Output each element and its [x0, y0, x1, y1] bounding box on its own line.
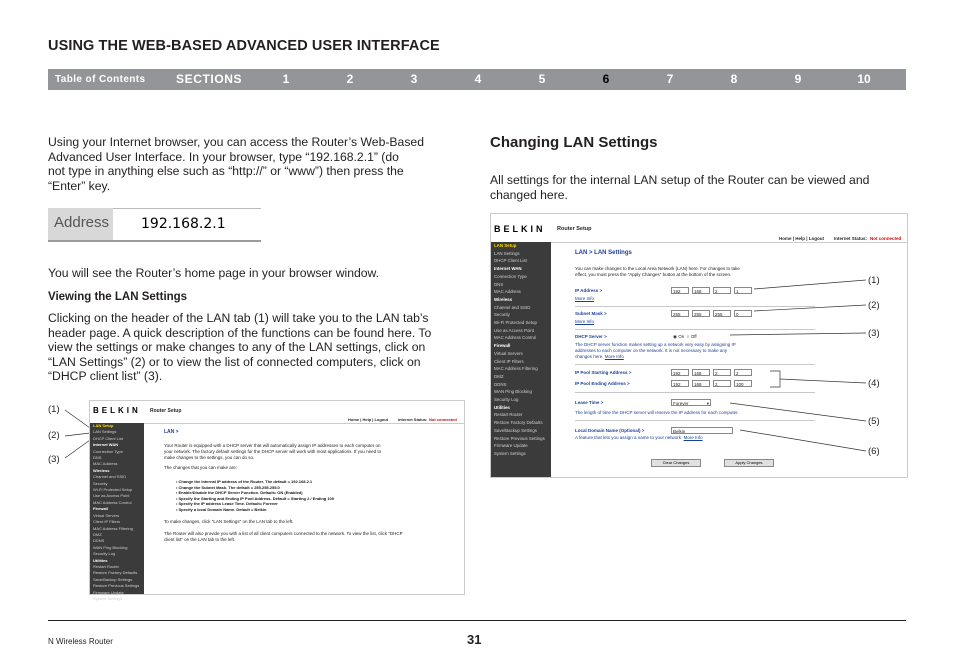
- callout-right-3: (3): [868, 328, 880, 339]
- section-nav-bar: [48, 69, 906, 90]
- sidebar-item[interactable]: Firmware Update: [93, 589, 124, 595]
- sidebar-item[interactable]: Restart Router: [93, 563, 120, 569]
- right-intro-line: All settings for the internal LAN setup of the Router can be viewed and: [490, 173, 870, 187]
- internet-status-label: Internet Status:: [834, 236, 868, 241]
- sidebar-item[interactable]: Connection Type: [494, 273, 527, 279]
- sidebar-item[interactable]: Restore Previous Settings: [93, 583, 140, 589]
- sidebar-item[interactable]: Security: [93, 480, 108, 486]
- table-of-contents-link[interactable]: Table of Contents: [55, 74, 146, 85]
- sidebar-item[interactable]: Wi-Fi Protected Setup: [494, 320, 537, 326]
- list-item: • Change the Internal IP address of the Router. The default = 192.168.2.1: [176, 479, 313, 484]
- subnet-octet-2[interactable]: 255: [692, 310, 710, 317]
- internet-status-label: Internet Status:: [398, 417, 428, 422]
- sidebar-item[interactable]: Channel and SSID: [494, 304, 531, 310]
- address-label: Address: [48, 208, 113, 242]
- pool-start-octet-2[interactable]: 168: [692, 369, 710, 376]
- section-link-10[interactable]: 10: [857, 72, 871, 86]
- sidebar-item[interactable]: Client IP Filters: [494, 358, 524, 364]
- sidebar-item[interactable]: System Settings: [494, 450, 526, 456]
- domain-desc-text: A feature that lets you assign a name to your network.: [575, 435, 683, 440]
- sidebar-item[interactable]: Utilities: [93, 557, 108, 563]
- section-link-3[interactable]: 3: [410, 72, 418, 86]
- lan-desc-line: make changes to the settings, you can do so.: [164, 455, 255, 461]
- footer-divider: [48, 620, 906, 621]
- lease-time-select[interactable]: [671, 399, 711, 406]
- sidebar-item[interactable]: Restore Factory Defaults: [494, 420, 543, 426]
- dhcp-list-note: [164, 531, 403, 543]
- pool-end-octet-2[interactable]: 168: [692, 380, 710, 387]
- callout-right-1: (1): [868, 275, 880, 286]
- section-link-7[interactable]: 7: [666, 72, 674, 86]
- lan-page-screenshot: [89, 400, 465, 601]
- sidebar-item[interactable]: Channel and SSID: [93, 474, 127, 480]
- lan-desc-line: Your Router is equipped with a DHCP server that will automatically assign IP addresses to each computer on: [164, 443, 381, 448]
- dhcp-off-label: Off: [690, 334, 697, 339]
- pool-end-octet-3[interactable]: 2: [713, 380, 731, 387]
- sidebar-item[interactable]: Use as Access Point: [93, 493, 130, 499]
- product-name: N Wireless Router: [48, 637, 113, 646]
- subnet-octet-1[interactable]: 255: [671, 310, 689, 317]
- internet-status-value: Not connected: [429, 417, 457, 422]
- pool-end-label: IP Pool Ending Address >: [575, 381, 630, 386]
- sidebar-item[interactable]: MAC Address Filtering: [494, 366, 538, 372]
- sidebar-item[interactable]: Restart Router: [494, 412, 523, 418]
- sidebar-item[interactable]: DHCP Client List: [93, 435, 123, 441]
- para-line: Clicking on the header of the LAN tab (1) will take you to the LAN tab’s: [48, 311, 429, 325]
- lan-settings-description: [575, 266, 740, 278]
- lan-settings-title: LAN > LAN Settings: [575, 250, 632, 256]
- dhcp-desc-line: The DHCP server function makes setting up a network very easy by assigning IP: [575, 342, 736, 347]
- desc-line: You can make changes to the Local Area Network (LAN) here. For changes to take: [575, 266, 740, 271]
- sidebar-item[interactable]: LAN Setup: [494, 243, 517, 248]
- lan-subheading: Viewing the LAN Settings: [48, 291, 188, 303]
- sidebar-item[interactable]: Connection Type: [93, 448, 123, 454]
- intro-line: Using your Internet browser, you can access the Router’s Web-Based: [48, 135, 424, 149]
- ip-octet-3[interactable]: 2: [713, 287, 731, 294]
- changes-list: [176, 479, 334, 512]
- router-header: [90, 401, 464, 424]
- dhcp-note-line: The Router will also provide you with a list of all client computers connected to the network. To view the list, click "DHCP: [164, 531, 403, 536]
- para-line: view the settings or make changes to any of the LAN settings, click on: [48, 340, 426, 354]
- dhcp-note-line: client list" on the LAN tab to the left.: [164, 537, 236, 543]
- list-item: • Specify the Starting and Ending IP Pool Address. Default = Starting 2 / Ending 100: [176, 495, 334, 501]
- pool-start-octet-4[interactable]: 2: [734, 369, 752, 376]
- lan-description: [164, 443, 381, 462]
- section-link-6[interactable]: 6: [602, 72, 610, 86]
- sidebar-item[interactable]: MAC Address Control: [494, 335, 537, 341]
- router-setup-label: Router Setup: [557, 226, 592, 232]
- lan-title: LAN >: [164, 429, 179, 435]
- sidebar-item[interactable]: DMZ: [494, 373, 504, 379]
- ip-more-info-link[interactable]: More Info: [575, 296, 595, 301]
- section-link-1[interactable]: 1: [282, 72, 290, 86]
- sidebar-item[interactable]: LAN Setup: [93, 423, 114, 428]
- sections-label: SECTIONS: [176, 72, 243, 86]
- sidebar-item[interactable]: Firewall: [93, 506, 108, 512]
- callout-2: (2): [48, 430, 60, 441]
- sidebar-item[interactable]: DDNS: [494, 381, 507, 387]
- sidebar-item[interactable]: WAN Ping Blocking: [494, 389, 532, 395]
- domain-more-info-link[interactable]: More Info: [683, 435, 703, 440]
- sidebar-item[interactable]: DNS: [494, 281, 504, 287]
- sidebar-item[interactable]: WAN Ping Blocking: [93, 544, 128, 550]
- sidebar-item[interactable]: DDNS: [93, 538, 105, 544]
- sidebar-item[interactable]: LAN Settings: [93, 429, 117, 435]
- sidebar-item[interactable]: Virtual Servers: [93, 512, 120, 518]
- para-line: “LAN Settings” (2) or to view the list of connected computers, click on: [48, 354, 421, 369]
- intro-line: not type in anything else such as “http://” or “www”) then press the: [48, 164, 404, 178]
- callout-right-5: (5): [868, 416, 880, 427]
- desc-line: effect, you must press the "Apply Changes" button at the bottom of the screen.: [575, 272, 732, 278]
- router-header: [491, 214, 907, 243]
- right-intro-line: changed here.: [490, 187, 568, 202]
- header-links[interactable]: Home | Help | Logout: [779, 236, 825, 241]
- radio-off-icon[interactable]: ○: [686, 334, 690, 339]
- sidebar-item[interactable]: Save/Backup Settings: [494, 427, 537, 433]
- sidebar-item[interactable]: System Settings: [93, 595, 122, 601]
- callout-3: (3): [48, 454, 60, 465]
- section-link-9[interactable]: 9: [794, 72, 802, 86]
- ip-address-label: IP Address >: [575, 288, 603, 293]
- sidebar-item[interactable]: Wireless: [93, 467, 110, 473]
- sidebar-item[interactable]: Save/Backup Settings: [93, 576, 133, 582]
- domain-description: [575, 435, 703, 441]
- dhcp-desc-line: changes here.: [575, 354, 604, 360]
- subnet-mask-label: Subnet Mask >: [575, 311, 607, 316]
- list-item: • Enable/Disable the DHCP Server Function. Default= ON (Enabled): [176, 490, 303, 495]
- ip-octet-2[interactable]: 168: [692, 287, 710, 294]
- subnet-octet-3[interactable]: 255: [713, 310, 731, 317]
- dhcp-more-info-link[interactable]: More Info: [604, 354, 624, 360]
- section-link-2[interactable]: 2: [346, 72, 354, 86]
- router-sidebar: [491, 242, 551, 477]
- sidebar-item[interactable]: Virtual Servers: [494, 350, 523, 356]
- pool-end-octet-1[interactable]: 192: [671, 380, 689, 387]
- pool-start-octet-3[interactable]: 2: [713, 369, 731, 376]
- sidebar-item[interactable]: Restore Previous Settings: [494, 435, 545, 441]
- callout-1: (1): [48, 404, 60, 415]
- callout-right-6: (6): [868, 446, 880, 457]
- sidebar-item[interactable]: DMZ: [93, 531, 102, 537]
- section-link-4[interactable]: 4: [474, 72, 482, 86]
- lease-time-label: Lease Time >: [575, 400, 604, 405]
- sidebar-item[interactable]: Utilities: [494, 404, 510, 410]
- ip-octet-4[interactable]: 1: [734, 287, 752, 294]
- sidebar-item[interactable]: Internet WAN: [93, 442, 119, 448]
- sidebar-item[interactable]: Firmware Update: [494, 443, 528, 449]
- intro-line: “Enter” key.: [48, 178, 111, 193]
- router-setup-label: Router Setup: [150, 408, 182, 414]
- sidebar-item[interactable]: Wireless: [494, 296, 513, 302]
- sidebar-item[interactable]: Security Log: [93, 551, 116, 557]
- address-value: 192.168.2.1: [113, 208, 261, 242]
- lan-desc-line: your network. The factory default settings for the DHCP server will work with most applications. If you need to: [164, 449, 382, 455]
- section-link-5[interactable]: 5: [538, 72, 546, 86]
- domain-name-label: Local Domain Name (Optional) >: [575, 428, 645, 433]
- subnet-more-info-link[interactable]: More Info: [575, 319, 595, 324]
- sidebar-item[interactable]: Security Log: [494, 397, 519, 403]
- sidebar-item[interactable]: MAC Address Filtering: [93, 525, 133, 531]
- sidebar-item[interactable]: Security: [494, 312, 510, 318]
- belkin-logo: BELKIN: [494, 224, 546, 234]
- callout-lines-left: [60, 400, 92, 470]
- dhcp-radio-group: [673, 334, 697, 340]
- chevron-down-icon: ▾: [706, 401, 709, 406]
- page-title: USING THE WEB-BASED ADVANCED USER INTERFACE: [48, 38, 440, 54]
- subnet-octet-4[interactable]: 0: [734, 310, 752, 317]
- internet-status-value: Not connected: [870, 236, 902, 241]
- para-line: “DHCP client list” (3).: [48, 369, 163, 383]
- changes-label: The changes that you can make are:: [164, 465, 238, 470]
- pool-end-octet-4[interactable]: 100: [734, 380, 752, 387]
- list-item: • Change the Subnet Mask. The default = 255.255.255.0: [176, 484, 280, 490]
- right-intro: [490, 173, 906, 202]
- sidebar-item[interactable]: Firewall: [494, 343, 511, 349]
- sidebar-item[interactable]: Client IP Filters: [93, 519, 121, 525]
- list-item: • Specify the IP address Lease Time. Default= Forever: [176, 501, 278, 506]
- callout-right-4: (4): [868, 378, 880, 389]
- home-page-line: You will see the Router’s home page in your browser window.: [48, 266, 380, 280]
- router-sidebar: [90, 423, 144, 601]
- sidebar-item[interactable]: LAN Settings: [494, 250, 520, 256]
- intro-paragraph: [48, 135, 468, 193]
- dhcp-on-label: On: [678, 334, 685, 339]
- belkin-logo: BELKIN: [93, 406, 141, 415]
- intro-line: Advanced User Interface. In your browser, type “192.168.2.1” (do: [48, 149, 399, 164]
- lan-paragraph: [48, 311, 473, 384]
- section-heading: Changing LAN Settings: [490, 134, 658, 151]
- section-link-8[interactable]: 8: [730, 72, 738, 86]
- para-line: header page. A quick description of the functions can be found here. To: [48, 325, 432, 340]
- lease-time-value: Forever: [673, 401, 689, 406]
- to-change-note: To make changes, click "LAN Settings" on the LAN tab to the left.: [164, 519, 294, 524]
- dhcp-desc-line: addresses to each computer on the network. It is not necessary to make any: [575, 348, 728, 354]
- pool-start-label: IP Pool Starting Address >: [575, 370, 632, 375]
- sidebar-item[interactable]: Wi-Fi Protected Setup: [93, 487, 133, 493]
- browser-address-bar: [48, 208, 261, 240]
- ip-octet-1[interactable]: 192: [671, 287, 689, 294]
- dhcp-server-label: DHCP Server >: [575, 334, 607, 339]
- radio-on-icon[interactable]: ◉: [673, 334, 677, 339]
- sidebar-item[interactable]: DHCP Client List: [494, 258, 527, 264]
- apply-changes-button[interactable]: Apply Changes: [724, 459, 774, 467]
- callout-right-2: (2): [868, 300, 880, 311]
- header-links[interactable]: Home | Help | Logout: [348, 417, 389, 422]
- sidebar-item[interactable]: Restore Factory Defaults: [93, 570, 138, 576]
- list-item: • Specify a local Domain Name. Default = Belkin: [176, 506, 267, 512]
- sidebar-item[interactable]: Use as Access Point: [494, 327, 535, 333]
- dhcp-description: [575, 342, 736, 361]
- pool-start-octet-1[interactable]: 192: [671, 369, 689, 376]
- sidebar-item[interactable]: MAC Address: [93, 461, 118, 467]
- sidebar-item[interactable]: MAC Address: [494, 289, 521, 295]
- page-number: 31: [467, 632, 482, 647]
- sidebar-item[interactable]: DNS: [93, 455, 102, 461]
- lease-description: The length of time the DHCP server will reserve the IP address for each computer.: [575, 410, 739, 415]
- callout-lines-right: [730, 275, 870, 460]
- domain-name-input[interactable]: Belkin: [671, 427, 733, 434]
- sidebar-item[interactable]: MAC Address Control: [93, 499, 132, 505]
- sidebar-item[interactable]: Internet WAN: [494, 266, 522, 272]
- clear-changes-button[interactable]: Clear Changes: [651, 459, 701, 467]
